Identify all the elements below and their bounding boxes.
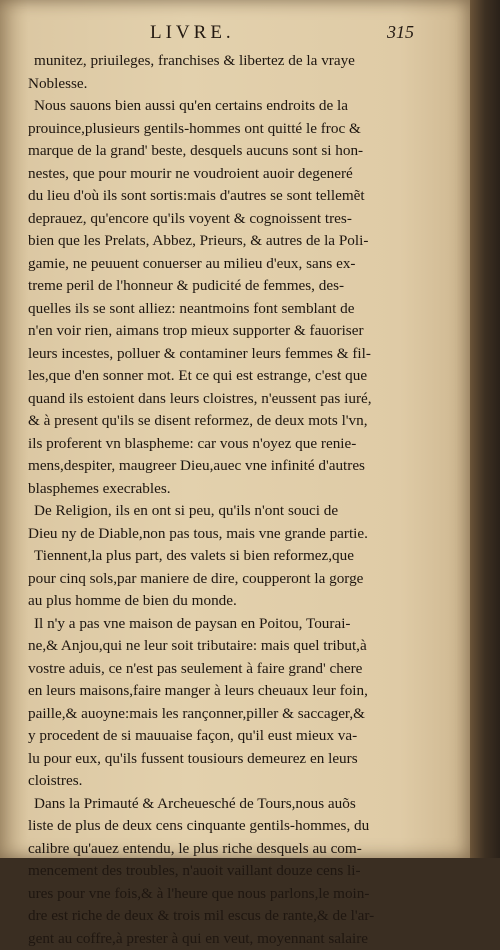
text-line: Tiennent,la plus part, des valets si bien reformez,que — [28, 545, 438, 568]
text-line: pour cinq sols,par maniere de dire, coupperont la gorge — [28, 568, 438, 591]
text-line: munitez, priuileges, franchises & libertez de la vraye — [28, 50, 438, 73]
text-line: bien que les Prelats, Abbez, Prieurs, & autres de la Poli- — [28, 230, 438, 253]
text-line: & à present qu'ils se disent reformez, de deux mots l'vn, — [28, 410, 438, 433]
paragraph — [28, 793, 438, 950]
paragraph — [28, 613, 438, 793]
text-line: gent au coffre,à prester à qui en veut, moyennant salaire — [28, 928, 438, 950]
text-line: nestes, que pour mourir ne voudroient auoir degeneré — [28, 163, 438, 186]
text-line: au plus homme de bien du monde. — [28, 590, 438, 613]
paragraph — [28, 95, 438, 500]
text-line: Nous sauons bien aussi qu'en certains endroits de la — [28, 95, 438, 118]
running-title: LIVRE. — [150, 22, 235, 44]
text-line: ils proferent vn blaspheme: car vous n'oyez que renie- — [28, 433, 438, 456]
text-line: mencement des troubles, n'auoit vaillant douze cens li- — [28, 860, 438, 883]
text-line: blasphemes execrables. — [28, 478, 438, 501]
text-line: vostre aduis, ce n'est pas seulement à faire grand' chere — [28, 658, 438, 681]
text-line: paille,& auoyne:mais les rançonner,piller & saccager,& — [28, 703, 438, 726]
paragraph — [28, 500, 438, 545]
text-line: mens,despiter, maugreer Dieu,auec vne infinité d'autres — [28, 455, 438, 478]
text-line: en leurs maisons,faire manger à leurs cheuaux leur foin, — [28, 680, 438, 703]
text-line: quelles ils se sont alliez: neantmoins font semblant de — [28, 298, 438, 321]
text-line: leurs incestes, polluer & contaminer leurs femmes & fil- — [28, 343, 438, 366]
text-line: deprauez, qu'encore qu'ils voyent & cognoissent tres- — [28, 208, 438, 231]
text-line: n'en voir rien, aimans trop mieux supporter & fauoriser — [28, 320, 438, 343]
text-line: De Religion, ils en ont si peu, qu'ils n'ont souci de — [28, 500, 438, 523]
text-line: ures pour vne fois,& à l'heure que nous parlons,le moin- — [28, 883, 438, 906]
text-line: y procedent de si mauuaise façon, qu'il eust mieux va- — [28, 725, 438, 748]
text-line: cloistres. — [28, 770, 438, 793]
text-line: du lieu d'où ils sont sortis:mais d'autres se sont tellemẽt — [28, 185, 438, 208]
text-line: Noblesse. — [28, 73, 438, 96]
text-line: calibre qu'auez entendu, le plus riche desquels au com- — [28, 838, 438, 861]
text-line: treme peril de l'honneur & pudicité de femmes, des- — [28, 275, 438, 298]
text-line: prouince,plusieurs gentils-hommes ont quitté le froc & — [28, 118, 438, 141]
text-line: Dieu ny de Diable,non pas tous, mais vne grande partie. — [28, 523, 438, 546]
page-header — [0, 22, 440, 46]
text-line: Il n'y a pas vne maison de paysan en Poitou, Tourai- — [28, 613, 438, 636]
text-line: marque de la grand' beste, desquels aucuns sont si hon- — [28, 140, 438, 163]
text-line: liste de plus de deux cens cinquante gentils-hommes, du — [28, 815, 438, 838]
text-line: dre est riche de deux & trois mil escus de rante,& de l'ar- — [28, 905, 438, 928]
paragraph — [28, 545, 438, 613]
text-line: les,que d'en sonner mot. Et ce qui est estrange, c'est que — [28, 365, 438, 388]
page-number: 315 — [387, 22, 414, 43]
text-line: ne,& Anjou,qui ne leur soit tributaire: mais quel tribut,à — [28, 635, 438, 658]
text-line: quand ils estoient dans leurs cloistres, n'eussent pas iuré, — [28, 388, 438, 411]
text-line: Dans la Primauté & Archeuesché de Tours,nous auõs — [28, 793, 438, 816]
paragraph — [28, 50, 438, 95]
book-edge — [470, 0, 500, 858]
text-line: lu pour eux, qu'ils fussent tousiours demeurez en leurs — [28, 748, 438, 771]
text-line: gamie, ne peuuent conuerser au milieu d'eux, sans ex- — [28, 253, 438, 276]
body-text — [28, 50, 438, 950]
